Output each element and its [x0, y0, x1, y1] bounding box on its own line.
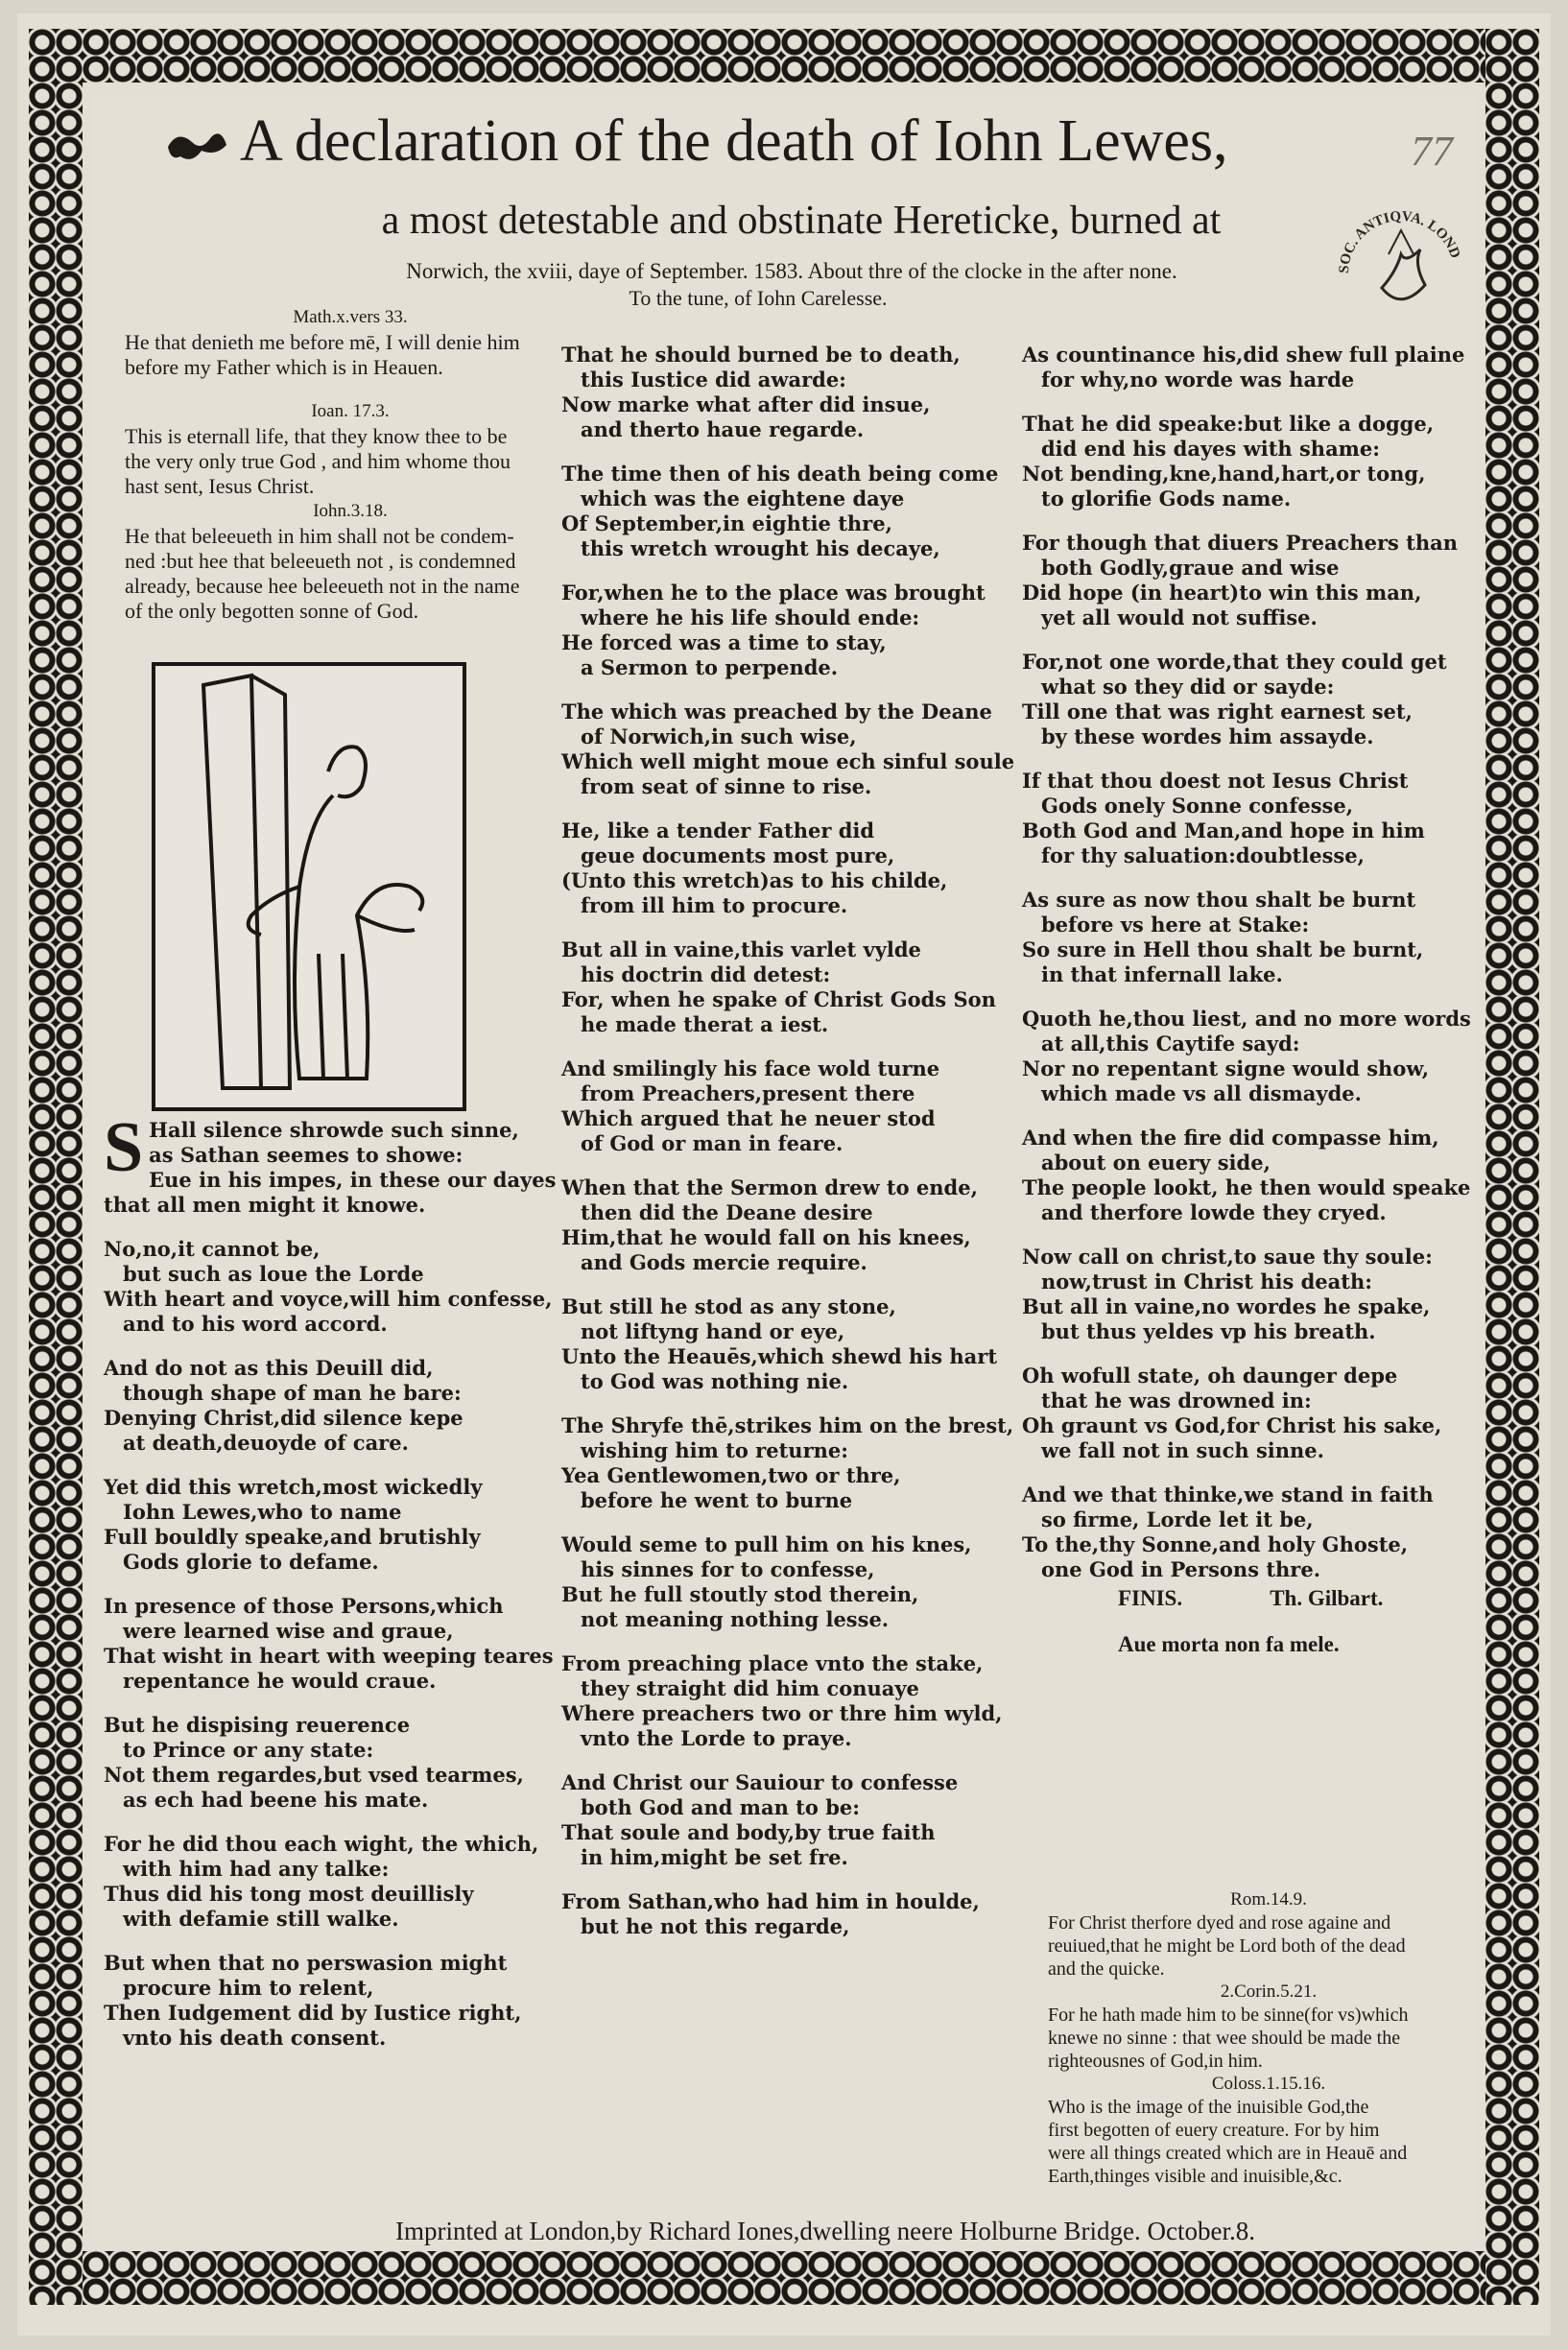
verse-line: and therfore lowde they cryed. — [1041, 1200, 1387, 1224]
scripture-ref: Iohn.3.18. — [313, 501, 388, 521]
verse-line: (Unto this wretch)as to his childe, — [561, 868, 948, 892]
verse-line: repentance he would craue. — [123, 1669, 437, 1693]
scripture-line: reuiued,that he might be Lord both of the dead — [1048, 1935, 1406, 1957]
verse-line: and Gods mercie require. — [581, 1250, 867, 1274]
verse-line: The people lookt, he then would speake — [1022, 1175, 1471, 1199]
stanza — [1022, 650, 1473, 749]
stanza — [561, 1056, 1041, 1156]
verse-line: Not them regardes,but vsed tearmes, — [104, 1763, 524, 1787]
stanza — [104, 1237, 583, 1337]
stanza — [104, 1832, 583, 1932]
verse-line: what so they did or sayde: — [1041, 675, 1335, 699]
scripture-line: Earth,thinges visible and inuisible,&c. — [1048, 2166, 1342, 2187]
verse-line: With heart and voyce,will him confesse, — [104, 1287, 553, 1311]
stanza — [1022, 343, 1473, 392]
verse-line: were learned wise and graue, — [123, 1619, 454, 1643]
motto: Aue morta non fa mele. — [1118, 1632, 1340, 1656]
verse-line: with defamie still walke. — [123, 1907, 399, 1931]
verse-line: As countinance his,did shew full plaine — [1022, 343, 1465, 367]
verse-line: wishing him to returne: — [581, 1438, 849, 1462]
verse-line: And do not as this Deuill did, — [104, 1356, 434, 1380]
scripture-line: righteousnes of God,in him. — [1048, 2051, 1263, 2072]
verse-line: though shape of man he bare: — [123, 1381, 462, 1405]
scripture-line: This is eternall life, that they know thee to be — [125, 424, 508, 448]
verse-line: But all in vaine,this varlet vylde — [561, 937, 921, 961]
verse-line: his sinnes for to confesse, — [581, 1557, 875, 1581]
verse-line: Him,that he would fall on his knees, — [561, 1225, 971, 1249]
stanza — [561, 1175, 1041, 1275]
verse-line: He, like a tender Father did — [561, 819, 875, 842]
middle-verse-column — [561, 343, 1041, 1958]
verse-line: which made vs all dismayde. — [1041, 1081, 1362, 1105]
stanza — [561, 462, 1041, 561]
verse-line: The time then of his death being come — [561, 462, 999, 486]
verse-line: Quoth he,thou liest, and no more words — [1022, 1007, 1471, 1031]
scripture-line: before my Father which is in Heauen. — [125, 355, 443, 379]
stanza — [561, 1532, 1041, 1632]
verse-line: and to his word accord. — [123, 1312, 388, 1336]
right-scripture-block — [1048, 1888, 1489, 2188]
verse-line: as Sathan seemes to showe: — [149, 1143, 463, 1167]
scripture-line: He that beleeueth in him shall not be condem- — [125, 524, 514, 548]
verse-line: Gods glorie to defame. — [123, 1550, 379, 1574]
author: Th. Gilbart. — [1270, 1586, 1384, 1610]
verse-line: by these wordes him assayde. — [1041, 724, 1374, 748]
stanza — [1022, 1007, 1473, 1106]
verse-line: did end his dayes with shame: — [1041, 437, 1381, 461]
stanza — [561, 1889, 1041, 1939]
verse-line: That he did speake:but like a dogge, — [1022, 412, 1435, 436]
verse-line: now,trust in Christ his death: — [1041, 1269, 1372, 1293]
verse-line: In presence of those Persons,which — [104, 1594, 504, 1618]
verse-line: for thy saluation:doubtlesse, — [1041, 843, 1365, 867]
svg-text:SOC. ANTIQVA. LOND — [1337, 209, 1463, 274]
ornamental-border-left — [29, 29, 83, 2305]
verse-line: before he went to burne — [581, 1488, 853, 1512]
stanza — [561, 581, 1041, 680]
verse-line: For though that diuers Preachers than — [1022, 531, 1459, 555]
verse-line: vnto his death consent. — [123, 2026, 387, 2050]
verse-line: To the,thy Sonne,and holy Ghoste, — [1022, 1532, 1409, 1556]
scripture-ref: 2.Corin.5.21. — [1220, 1981, 1318, 2002]
verse-line: we fall not in such sinne. — [1041, 1438, 1324, 1462]
stanza — [104, 1356, 583, 1456]
stanza — [1022, 888, 1473, 987]
verse-line: The which was preached by the Deane — [561, 700, 992, 724]
scripture-line: ned :but hee that beleeueth not , is condemned — [125, 549, 516, 573]
verse-line: procure him to relent, — [123, 1976, 374, 2000]
stanza — [561, 1413, 1041, 1513]
stanza — [1022, 531, 1473, 630]
ornamental-border-top — [29, 29, 1539, 83]
verse-line: but he not this regarde, — [581, 1914, 850, 1938]
verse-line: so firme, Lorde let it be, — [1041, 1507, 1314, 1531]
woodcut-illustration — [152, 662, 466, 1111]
verse-line: As sure as now thou shalt be burnt — [1022, 888, 1416, 912]
verse-line: as ech had beene his mate. — [123, 1788, 429, 1812]
scripture-ref: Ioan. 17.3. — [311, 401, 390, 421]
stanza — [1022, 1364, 1473, 1463]
verse-line: to God was nothing nie. — [581, 1369, 849, 1393]
verse-line: in him,might be set fre. — [581, 1845, 848, 1869]
verse-line: before vs here at Stake: — [1041, 913, 1310, 937]
stanza — [561, 937, 1041, 1037]
scripture-line: already, because hee beleeueth not in the name — [125, 574, 520, 598]
stanza — [1022, 769, 1473, 868]
verse-line: Yea Gentlewomen,two or thre, — [561, 1463, 901, 1487]
verse-line: Where preachers two or thre him wyld, — [561, 1701, 1003, 1725]
stanza — [104, 1475, 583, 1575]
verse-line: that he was drowned in: — [1041, 1388, 1312, 1412]
verse-line: Eue in his impes, in these our dayes — [149, 1168, 557, 1192]
verse-line: geue documents most pure, — [581, 843, 895, 867]
verse-line: Which argued that he neuer stod — [561, 1106, 936, 1130]
verse-line: For,when he to the place was brought — [561, 581, 986, 605]
scripture-line: He that denieth me before mē, I will denie him — [125, 330, 520, 354]
scripture-line: and the quicke. — [1048, 1958, 1165, 1980]
verse-line: If that thou doest not Iesus Christ — [1022, 769, 1409, 793]
verse-line: from seat of sinne to rise. — [581, 774, 872, 798]
verse-line: And smilingly his face wold turne — [561, 1056, 940, 1080]
verse-line: vnto the Lorde to praye. — [581, 1726, 852, 1750]
verse-line: this wretch wrought his decaye, — [581, 536, 940, 560]
verse-line: Thus did his tong most deuillisly — [104, 1882, 474, 1906]
verse-line: not liftyng hand or eye, — [581, 1319, 845, 1343]
scripture-line: first begotten of euery creature. For by him — [1048, 2120, 1380, 2141]
verse-line: That he should burned be to death, — [561, 343, 961, 367]
verse-line: Which well might moue ech sinful soule — [561, 749, 1015, 773]
verse-line: at death,deuoyde of care. — [123, 1431, 409, 1455]
verse-line: But he dispising reuerence — [104, 1713, 411, 1737]
verse-line: then did the Deane desire — [581, 1200, 873, 1224]
verse-line: with him had any talke: — [123, 1857, 390, 1881]
stamp-text: SOC. ANTIQVA. LOND — [1336, 208, 1463, 274]
verse-line: to glorifie Gods name. — [1041, 486, 1292, 510]
verse-line: Did hope (in heart)to win this man, — [1022, 581, 1422, 605]
stanza — [561, 343, 1041, 442]
finis-line — [1022, 1586, 1473, 1611]
title-line-1 — [163, 107, 1411, 176]
left-scripture-block — [125, 305, 576, 624]
verse-line: Nor no repentant signe would show, — [1022, 1056, 1430, 1080]
society-stamp-icon — [1329, 197, 1473, 341]
verse-line: for why,no worde was harde — [1041, 368, 1355, 392]
verse-line: and therto haue regarde. — [581, 417, 865, 441]
verse-line: Till one that was right earnest set, — [1022, 700, 1413, 724]
verse-line: at all,this Caytife sayd: — [1041, 1032, 1300, 1056]
stanza — [1022, 1126, 1473, 1225]
verse-line: The Shryfe thē,strikes him on the brest, — [561, 1413, 1014, 1437]
verse-line: that all men might it knowe. — [104, 1193, 426, 1217]
verse-line: Denying Christ,did silence kepe — [104, 1406, 463, 1430]
stanza — [561, 1651, 1041, 1751]
verse-line: That soule and body,by true faith — [561, 1820, 936, 1844]
left-verse-column — [104, 1108, 583, 2070]
scripture-ref: Rom.14.9. — [1230, 1889, 1307, 1910]
verse-line: But when that no perswasion might — [104, 1951, 508, 1975]
right-verse-column — [1022, 343, 1473, 1657]
scripture-line: knewe no sinne : that wee should be made the — [1048, 2028, 1401, 2049]
ornamental-border-bottom — [29, 2251, 1539, 2305]
page-number: 77 — [1411, 128, 1453, 175]
verse-line: in that infernall lake. — [1041, 962, 1283, 986]
scripture-line: Who is the image of the inuisible God,the — [1048, 2097, 1369, 2118]
verse-line: Yet did this wretch,most wickedly — [104, 1475, 483, 1499]
verse-line: Of September,in eightie thre, — [561, 511, 892, 535]
imprint: Imprinted at London,by Richard Iones,dwelling neere Holburne Bridge. October.8. — [394, 2217, 1255, 2245]
title-line-2: a most detestable and obstinate Hereticke, burned at — [381, 199, 1222, 243]
verse-line: Iohn Lewes,who to name — [123, 1500, 402, 1524]
verse-line: But he full stoutly stod therein, — [561, 1582, 919, 1606]
stanza — [1022, 1245, 1473, 1344]
verse-line: this Iustice did awarde: — [581, 368, 846, 392]
verse-line: of God or man in feare. — [581, 1131, 843, 1155]
verse-line: So sure in Hell thou shalt be burnt, — [1022, 937, 1424, 961]
verse-line: No,no,it cannot be, — [104, 1237, 321, 1261]
finis: FINIS. — [1118, 1586, 1183, 1610]
verse-line: he made therat a iest. — [581, 1012, 829, 1036]
verse-line: For, when he spake of Christ Gods Son — [561, 987, 996, 1011]
verse-line: to Prince or any state: — [123, 1738, 374, 1762]
verse-line: Oh wofull state, oh daunger depe — [1022, 1364, 1398, 1388]
verse-line: Both God and Man,and hope in him — [1022, 819, 1425, 842]
drop-cap: S — [104, 1108, 144, 1187]
verse-line: both Godly,graue and wise — [1041, 556, 1340, 580]
verse-line: From preaching place vnto the stake, — [561, 1651, 984, 1675]
stanza — [104, 1594, 583, 1694]
title-line-3: Norwich, the xviii, daye of September. 1583. About thre of the clocke in the after none. — [406, 259, 1177, 283]
stanza — [561, 1770, 1041, 1870]
verse-line: But all in vaine,no wordes he spake, — [1022, 1294, 1431, 1318]
verse-line: Oh graunt vs God,for Christ his sake, — [1022, 1413, 1442, 1437]
scripture-line: were all things created which are in Heauē and — [1048, 2143, 1408, 2164]
verse-line: For,not one worde,that they could get — [1022, 650, 1447, 674]
verse-line: And when the fire did compasse him, — [1022, 1126, 1439, 1150]
verse-line: Hall silence shrowde such sinne, — [149, 1118, 519, 1142]
verse-line: from Preachers,present there — [581, 1081, 915, 1105]
verse-line: When that the Sermon drew to ende, — [561, 1175, 978, 1199]
verse-line: And we that thinke,we stand in faith — [1022, 1483, 1434, 1507]
scripture-line: of the only begotten sonne of God. — [125, 599, 419, 623]
scripture-line: hast sent, Iesus Christ. — [125, 474, 315, 498]
scripture-ref: Math.x.vers 33. — [293, 307, 408, 327]
verse-line: they straight did him conuaye — [581, 1676, 919, 1700]
stanza — [561, 1294, 1041, 1394]
verse-line: Would seme to pull him on his knes, — [561, 1532, 972, 1556]
verse-line: But still he stod as any stone, — [561, 1294, 896, 1318]
verse-line: Not bending,kne,hand,hart,or tong, — [1022, 462, 1426, 486]
verse-line: but such as loue the Lorde — [123, 1262, 424, 1286]
stanza — [104, 1951, 583, 2051]
verse-line: Unto the Heauēs,which shewd his hart — [561, 1344, 998, 1368]
verse-line: which was the eightene daye — [581, 486, 905, 510]
scripture-line: For he hath made him to be sinne(for vs)which — [1048, 2005, 1409, 2026]
verse-line: Full bouldly speake,and brutishly — [104, 1525, 481, 1549]
verse-line: of Norwich,in such wise, — [581, 724, 857, 748]
verse-line: his doctrin did detest: — [581, 962, 831, 986]
stanza — [1022, 412, 1473, 511]
verse-line: but thus yeldes vp his breath. — [1041, 1319, 1376, 1343]
ornamental-border-right — [1485, 29, 1539, 2305]
fleuron-icon — [163, 128, 230, 166]
verse-line: about on euery side, — [1041, 1151, 1271, 1174]
verse-line: Now call on christ,to saue thy soule: — [1022, 1245, 1433, 1269]
scripture-line: the very only true God , and him whome thou — [125, 449, 511, 473]
verse-line: Gods onely Sonne confesse, — [1041, 794, 1354, 818]
tune-line: To the tune, of Iohn Carelesse. — [629, 286, 888, 310]
verse-line: not meaning nothing lesse. — [581, 1607, 890, 1631]
verse-line: He forced was a time to stay, — [561, 630, 887, 654]
martyr-at-stake-icon — [155, 666, 463, 1107]
stanza — [561, 700, 1041, 799]
verse-line: where he his life should ende: — [581, 605, 920, 629]
title-main-text: A declaration of the death of Iohn Lewes, — [240, 108, 1228, 174]
verse-line: Then Iudgement did by Iustice right, — [104, 2001, 522, 2025]
scripture-ref: Coloss.1.15.16. — [1211, 2074, 1326, 2094]
verse-line: from ill him to procure. — [581, 893, 848, 917]
verse-line: From Sathan,who had him in houlde, — [561, 1889, 980, 1913]
verse-line: both God and man to be: — [581, 1795, 860, 1819]
verse-line: yet all would not suffise. — [1041, 605, 1318, 629]
verse-line: And Christ our Sauiour to confesse — [561, 1770, 959, 1794]
verse-line: That wisht in heart with weeping teares — [104, 1644, 554, 1668]
verse-line: For he did thou each wight, the which, — [104, 1832, 539, 1856]
stanza — [1022, 1483, 1473, 1582]
verse-line: Now marke what after did insue, — [561, 392, 931, 416]
stanza — [104, 1713, 583, 1813]
scripture-line: For Christ therfore dyed and rose againe and — [1048, 1912, 1391, 1934]
verse-line: one God in Persons thre. — [1041, 1557, 1321, 1581]
stanza — [561, 819, 1041, 918]
verse-line: a Sermon to perpende. — [581, 655, 839, 679]
stanza — [104, 1108, 583, 1218]
